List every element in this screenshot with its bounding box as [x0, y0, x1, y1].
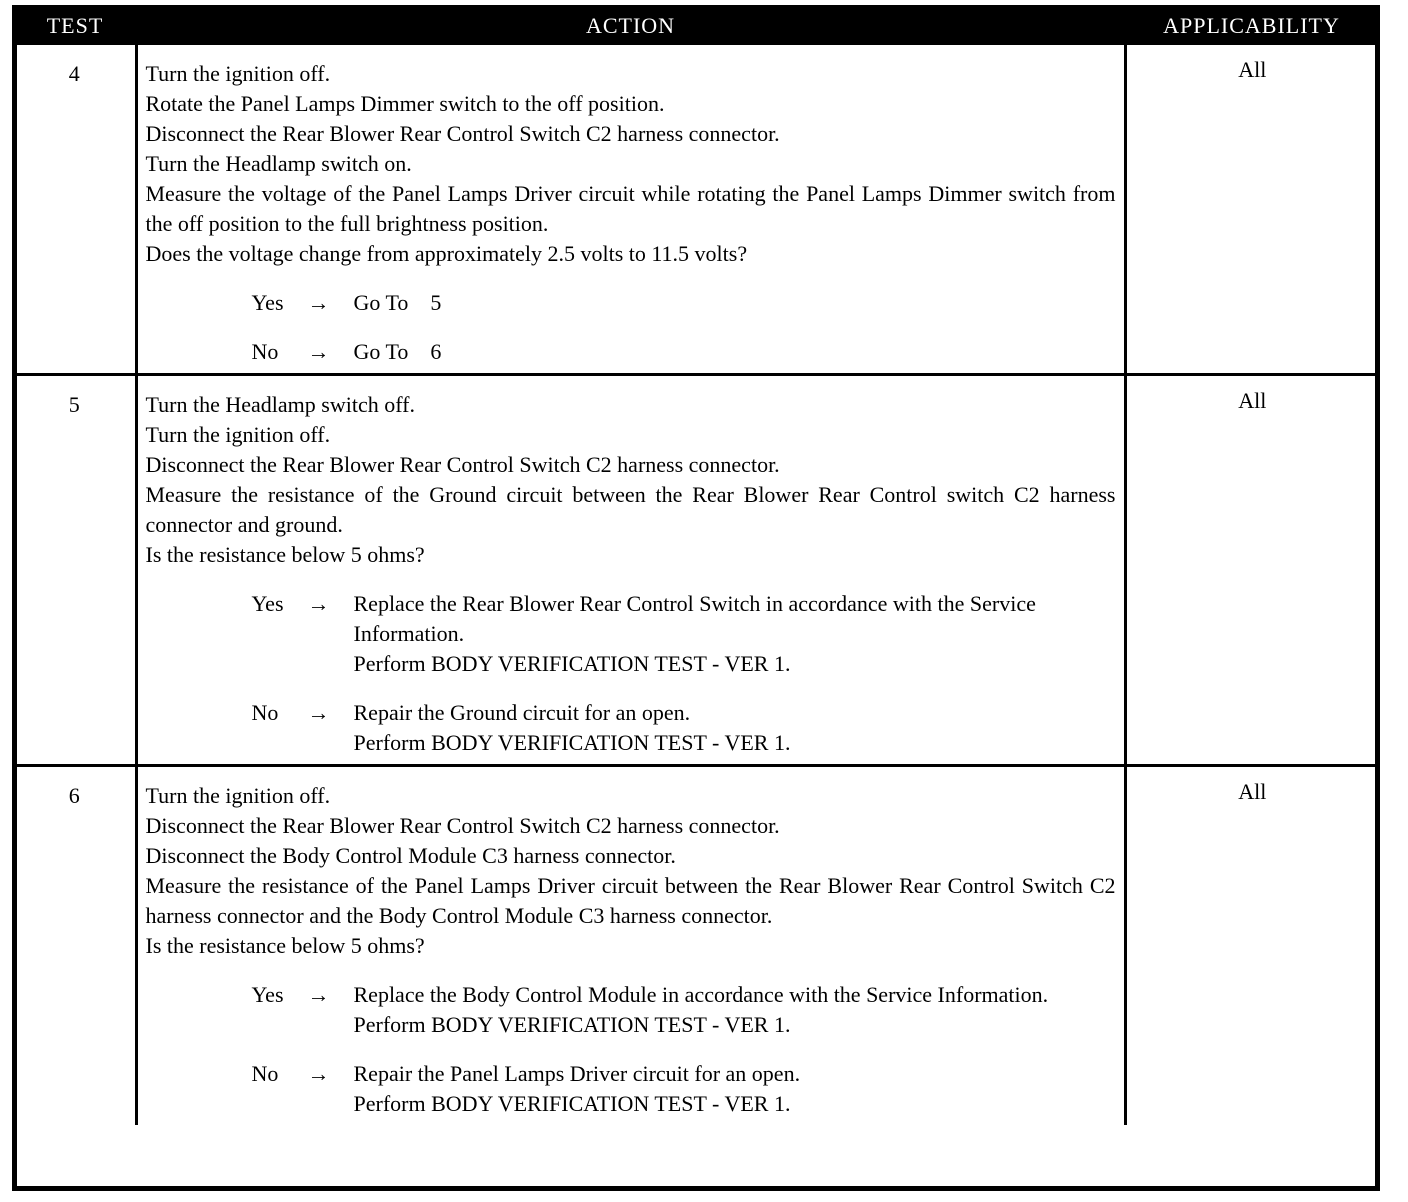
right-arrow-icon: → — [307, 339, 330, 364]
action-step: Measure the resistance of the Panel Lamps Driver circuit between the Rear Blower Rear Control Switch C2 harness connector and the Body Control Module C3 harness connector. — [145, 873, 1116, 928]
result-line: Perform BODY VERIFICATION TEST - VER 1. — [353, 1091, 791, 1116]
right-arrow-icon: → — [307, 700, 330, 725]
action-question: Is the resistance below 5 ohms? — [145, 933, 425, 958]
right-arrow-icon: → — [307, 982, 330, 1007]
result-instructions — [354, 1059, 1116, 1119]
action-cell — [136, 766, 1125, 1126]
test-number: 4 — [14, 45, 136, 375]
no-label: No — [251, 700, 279, 725]
action-step: Turn the ignition off. — [145, 422, 331, 447]
header-action: ACTION — [136, 7, 1125, 45]
right-arrow-icon: → — [307, 290, 330, 315]
action-step: Disconnect the Body Control Module C3 harness connector. — [145, 843, 676, 868]
result-instructions — [354, 698, 1116, 758]
table-row — [14, 766, 1378, 1126]
header-applicability: APPLICABILITY — [1125, 7, 1378, 45]
action-question: Is the resistance below 5 ohms? — [145, 542, 425, 567]
yes-label: Yes — [251, 290, 284, 315]
yes-result — [252, 980, 1116, 1040]
no-result — [252, 698, 1116, 758]
goto-test-link[interactable]: 5 — [430, 290, 442, 315]
yes-result — [252, 589, 1116, 679]
table-row — [14, 375, 1378, 766]
action-question: Does the voltage change from approximately 2.5 volts to 11.5 volts? — [145, 241, 748, 266]
action-step: Turn the Headlamp switch off. — [145, 392, 415, 417]
action-step: Measure the resistance of the Ground circuit between the Rear Blower Rear Control switch C2 harness connector and ground. — [145, 482, 1116, 537]
goto-test-link[interactable]: 6 — [430, 339, 442, 364]
header-row — [14, 7, 1378, 45]
goto-instruction — [354, 288, 1116, 318]
action-step: Turn the Headlamp switch on. — [145, 151, 412, 176]
no-label: No — [251, 1061, 279, 1086]
table-row — [14, 45, 1378, 375]
result-line: Replace the Rear Blower Rear Control Switch in accordance with the Service Information. — [353, 591, 1036, 646]
no-result — [252, 1059, 1116, 1119]
result-line: Perform BODY VERIFICATION TEST - VER 1. — [353, 651, 791, 676]
goto-label: Go To — [353, 290, 409, 315]
no-label: No — [251, 339, 279, 364]
action-step: Measure the voltage of the Panel Lamps Driver circuit while rotating the Panel Lamps Dimmer switch from the off position to the full brightness position. — [145, 181, 1116, 236]
result-line: Repair the Panel Lamps Driver circuit for an open. — [353, 1061, 801, 1086]
header-test: TEST — [14, 7, 136, 45]
result-instructions — [354, 589, 1116, 679]
result-line: Perform BODY VERIFICATION TEST - VER 1. — [353, 1012, 791, 1037]
yes-result — [252, 288, 1116, 318]
result-line: Replace the Body Control Module in accordance with the Service Information. — [353, 982, 1049, 1007]
result-line: Repair the Ground circuit for an open. — [353, 700, 691, 725]
action-step: Turn the ignition off. — [145, 61, 331, 86]
action-step: Disconnect the Rear Blower Rear Control Switch C2 harness connector. — [145, 813, 780, 838]
goto-label: Go To — [353, 339, 409, 364]
action-step: Disconnect the Rear Blower Rear Control Switch C2 harness connector. — [145, 121, 780, 146]
result-line: Perform BODY VERIFICATION TEST - VER 1. — [353, 730, 791, 755]
action-step: Rotate the Panel Lamps Dimmer switch to the off position. — [145, 91, 665, 116]
goto-instruction — [354, 337, 1116, 367]
applicability-value: All — [1125, 375, 1378, 766]
diagnostic-test-table — [14, 7, 1378, 1125]
action-step: Disconnect the Rear Blower Rear Control Switch C2 harness connector. — [145, 452, 780, 477]
applicability-value: All — [1238, 779, 1267, 804]
no-result — [252, 337, 1116, 367]
yes-label: Yes — [251, 591, 284, 616]
result-instructions — [354, 980, 1116, 1040]
test-number: 6 — [14, 766, 136, 1126]
yes-label: Yes — [251, 982, 284, 1007]
action-step: Turn the ignition off. — [145, 783, 331, 808]
right-arrow-icon: → — [307, 591, 330, 616]
action-cell — [136, 375, 1125, 766]
applicability-value: All — [1125, 45, 1378, 375]
test-number: 5 — [14, 375, 136, 766]
right-arrow-icon: → — [307, 1061, 330, 1086]
action-cell — [136, 45, 1125, 375]
